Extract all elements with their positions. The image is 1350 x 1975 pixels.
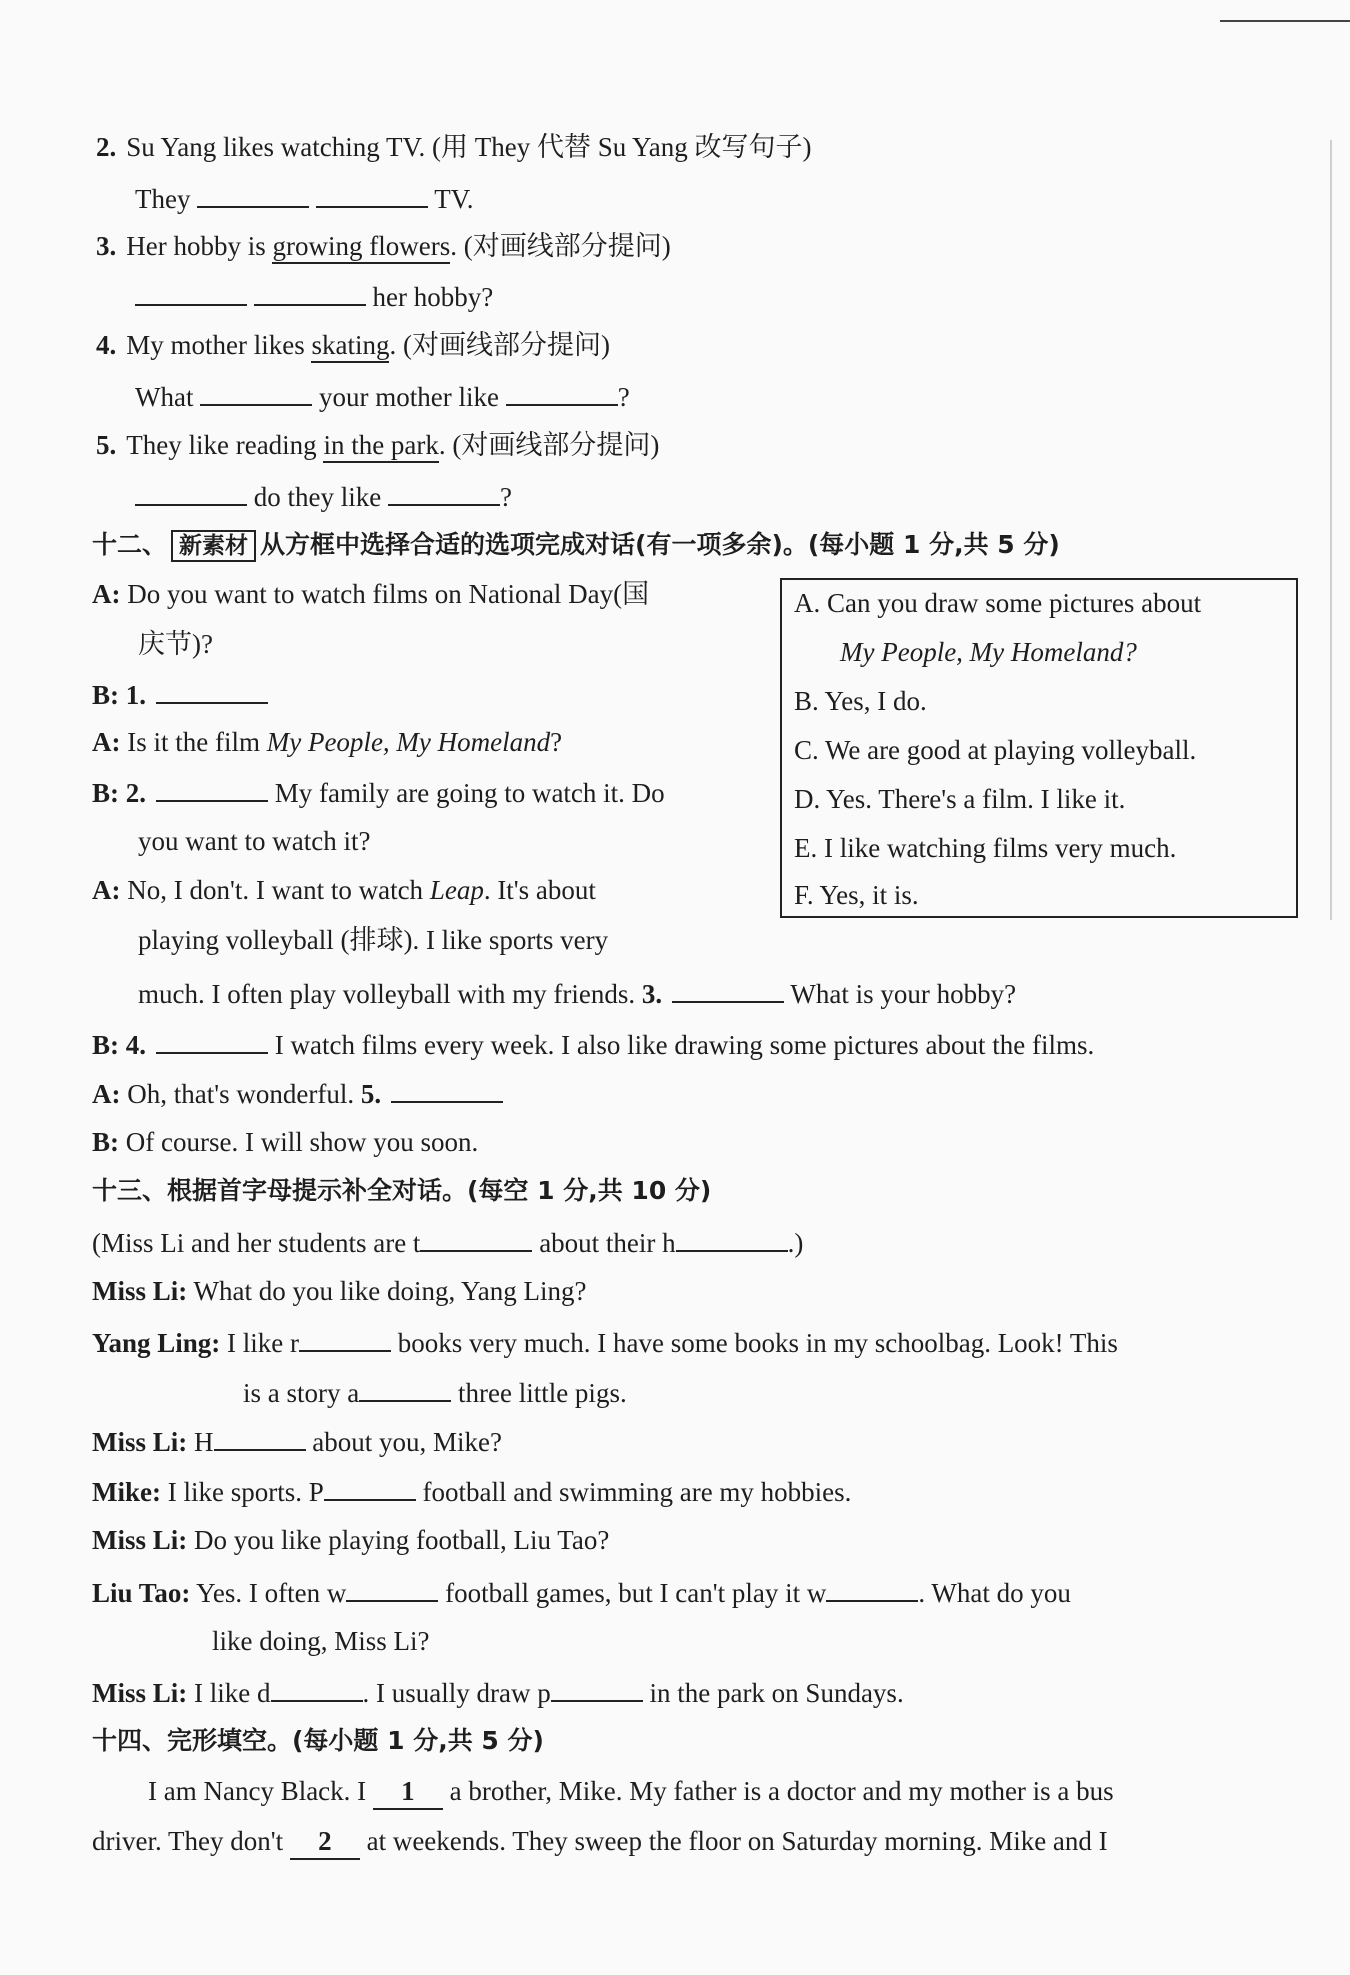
q2-answer-line [135,180,474,216]
answer-blank[interactable] [324,1473,416,1501]
dialog-line [138,627,213,661]
intro-line [92,1224,803,1260]
dialog-line [92,1674,904,1710]
speaker-label: B: [92,1127,119,1157]
answer-text: do they like [253,482,382,512]
question-number: 2. [96,132,117,162]
option-text: Yes, I do. [824,686,927,716]
film-title: My People, My Homeland [266,727,551,757]
option-text: We are good at playing volleyball. [825,735,1197,765]
option-letter: D. [794,784,821,814]
answer-blank[interactable] [346,1574,438,1602]
option-c [794,733,1196,767]
dialog-text: Do you like playing football, Liu Tao? [194,1525,610,1555]
option-text: Yes, it is. [819,880,919,910]
intro-text: .) [787,1228,804,1258]
dialog-text: ? [550,727,563,757]
answer-blank[interactable] [826,1574,918,1602]
speaker-label: Miss Li: [92,1525,188,1555]
option-b [794,684,927,718]
option-letter: E. [794,833,818,863]
heading-number: 十二、 [92,530,168,559]
dialog-text: I like d [194,1678,271,1708]
question-text: My mother likes [126,330,312,360]
dialog-text: H [194,1427,214,1457]
answer-blank[interactable] [391,1075,503,1103]
dialog-text: books very much. I have some books in my schoolbag. Look! This [397,1328,1118,1358]
answer-blank[interactable] [156,774,268,802]
answer-blank[interactable] [197,180,309,208]
answer-blank[interactable] [551,1674,643,1702]
q5-answer-line [135,478,512,514]
answer-blank[interactable] [506,378,618,406]
dialog-text: playing volleyball (排球). I like sports very [138,925,609,955]
dialog-line [92,577,649,611]
passage-text: a brother, Mike. My father is a doctor and my mother is a bus [449,1776,1114,1806]
dialog-text: . It's about [483,875,596,905]
dialog-line [92,676,268,712]
dialog-text: football and swimming are my hobbies. [422,1477,852,1507]
dialog-line [92,1026,1094,1062]
dialog-line [92,1523,609,1557]
dialog-line [92,1125,478,1159]
speaker-label: Miss Li: [92,1276,188,1306]
option-e [794,831,1176,865]
answer-blank[interactable] [200,378,312,406]
dialog-line [92,1324,1118,1360]
speaker-label: B: [92,778,119,808]
answer-text: your mother like [318,382,499,412]
answer-text: What [135,382,194,412]
answer-text: her hobby? [372,282,494,312]
question-text: . (对画线部分提问) [450,231,671,261]
blank-number: 2. [125,778,146,808]
option-letter: A. [794,588,821,618]
speaker-label: Miss Li: [92,1678,188,1708]
dialog-text: My family are going to watch it. Do [274,778,665,808]
heading-text: 十三、根据首字母提示补全对话。(每空 1 分,共 10 分) [92,1176,712,1205]
q3-answer-line [135,278,493,314]
dialog-line [243,1374,627,1410]
passage-line [92,1824,1108,1860]
dialog-text: . I usually draw p [362,1678,551,1708]
dialog-line [138,975,1016,1011]
dialog-text: about you, Mike? [312,1427,502,1457]
dialog-line [138,824,370,858]
intro-text: about their h [539,1228,676,1258]
dialog-line [92,1473,851,1509]
answer-text: They [135,184,191,214]
option-a [794,586,1201,620]
speaker-label: A: [92,579,121,609]
q4-answer-line [135,378,630,414]
dialog-line [92,873,596,907]
blank-number: 5. [360,1079,382,1109]
dialog-text: much. I often play volleyball with my friends. [138,979,636,1009]
dialog-line [92,1423,502,1459]
blank-number: 1. [125,680,146,710]
heading-text: 十四、完形填空。(每小题 1 分,共 5 分) [92,1726,544,1755]
dialog-line [92,1574,1071,1610]
dialog-line [92,1274,587,1308]
option-a-cont [840,635,1137,669]
cloze-blank[interactable]: 1 [373,1774,443,1810]
dialog-text: Of course. I will show you soon. [125,1127,479,1157]
question-number: 4. [96,330,117,360]
dialog-line [92,725,562,759]
underlined-phrase: in the park [323,430,438,463]
passage-text: I am Nancy Black. I [148,1776,367,1806]
answer-blank[interactable] [676,1224,788,1252]
dialog-text: you want to watch it? [138,826,371,856]
section-13-heading [92,1174,711,1208]
section-12-heading [92,528,1060,562]
cloze-blank[interactable]: 2 [290,1824,360,1860]
question-text: . (对画线部分提问) [438,430,660,460]
dialog-line [92,1075,503,1111]
option-text: My People, My Homeland? [840,637,1137,667]
answer-text: TV. [434,184,474,214]
answer-blank[interactable] [135,478,247,506]
passage-text: driver. They don't [92,1826,284,1856]
answer-blank[interactable] [299,1324,391,1352]
dialog-text: Do you want to watch films on National Day(国 [127,579,650,609]
answer-blank[interactable] [420,1224,532,1252]
option-letter: B. [794,686,819,716]
answer-blank[interactable] [214,1423,306,1451]
speaker-label: A: [92,875,121,905]
answer-blank[interactable] [316,180,428,208]
dialog-text: I like r [227,1328,300,1358]
dialog-text: . What do you [918,1578,1071,1608]
q3-line [96,229,671,263]
section-14-heading [92,1724,544,1758]
speaker-label: A: [92,727,121,757]
answer-blank[interactable] [156,1026,268,1054]
answer-blank[interactable] [672,975,784,1003]
answer-blank[interactable] [271,1674,363,1702]
answer-blank[interactable] [388,478,500,506]
option-d [794,782,1125,816]
dialog-text: What is your hobby? [790,979,1017,1009]
speaker-label: B: [92,1030,119,1060]
dialog-line [212,1624,430,1658]
dialog-text: like doing, Miss Li? [212,1626,430,1656]
dialog-text: three little pigs. [457,1378,627,1408]
blank-number: 3. [641,979,663,1009]
answer-text: ? [499,482,512,512]
q2-line [96,130,812,164]
dialog-text: No, I don't. I want to watch [127,875,430,905]
new-material-tag: 新素材 [171,530,256,562]
answer-blank[interactable] [135,278,247,306]
answer-blank[interactable] [254,278,366,306]
question-text: Su Yang likes watching TV. (用 They 代替 Su Yang 改写句子) [126,132,812,162]
film-title: Leap [429,875,484,905]
dialog-line [92,774,665,810]
dialog-text: football games, but I can't play it w [445,1578,827,1608]
underlined-phrase: growing flowers [272,231,450,264]
option-letter: F. [794,880,814,910]
speaker-label: Liu Tao: [92,1578,191,1608]
speaker-label: A: [92,1079,121,1109]
option-letter: C. [794,735,819,765]
speaker-label: Yang Ling: [92,1328,221,1358]
speaker-label: Mike: [92,1477,161,1507]
question-number: 5. [96,430,117,460]
speaker-label: B: [92,680,119,710]
dialog-text: What do you like doing, Yang Ling? [193,1276,587,1306]
dialog-text: I watch films every week. I also like drawing some pictures about the films. [274,1030,1095,1060]
question-text: They like reading [126,430,324,460]
dialog-line [138,923,608,957]
option-text: Can you draw some pictures about [827,588,1202,618]
answer-blank[interactable] [156,676,268,704]
underlined-phrase: skating [311,330,389,363]
intro-text: (Miss Li and her students are t [92,1228,421,1258]
heading-text: 从方框中选择合适的选项完成对话(有一项多余)。(每小题 1 分,共 5 分) [260,530,1060,559]
dialog-text: 庆节)? [138,629,213,659]
question-text: . (对画线部分提问) [389,330,610,360]
question-number: 3. [96,231,117,261]
top-edge-line [1220,20,1350,22]
option-text: Yes. There's a film. I like it. [826,784,1126,814]
option-text: I like watching films very much. [824,833,1177,863]
dialog-text: I like sports. P [167,1477,324,1507]
dialog-text: Yes. I often w [196,1578,347,1608]
q5-line [96,428,659,462]
question-text: Her hobby is [126,231,273,261]
options-box [780,578,1298,918]
q4-line [96,328,610,362]
passage-text: at weekends. They sweep the floor on Saturday morning. Mike and I [366,1826,1108,1856]
answer-text: ? [617,382,630,412]
blank-number: 4. [125,1030,146,1060]
dialog-text: is a story a [243,1378,360,1408]
answer-blank[interactable] [359,1374,451,1402]
passage-line [148,1774,1114,1810]
dialog-text: in the park on Sundays. [649,1678,904,1708]
dialog-text: Oh, that's wonderful. [127,1079,355,1109]
speaker-label: Miss Li: [92,1427,188,1457]
margin-line [1330,140,1332,920]
dialog-text: Is it the film [127,727,267,757]
option-f [794,878,919,912]
